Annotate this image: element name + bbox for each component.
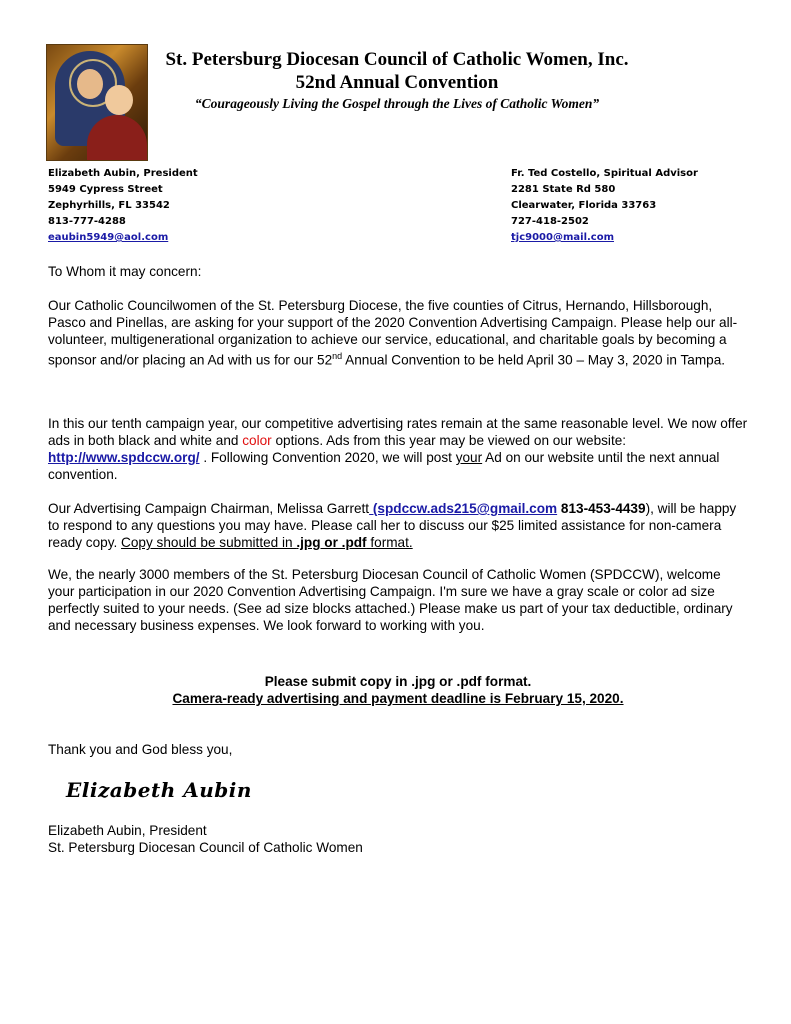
advisor-email-link[interactable]: tjc9000@mail.com <box>511 232 615 243</box>
chairman-phone: 813-453-4439 <box>557 501 646 516</box>
president-city: Zephyrhills, FL 33542 <box>48 200 170 211</box>
paragraph-4: We, the nearly 3000 members of the St. Petersburg Diocesan Council of Catholic Women (SPDCCW), welcome your participation in our 2020 Convention Advertising Campaign. I'm sure we have a gray scale or color ad size perfectly suited to your needs. (See ad size blocks attached.) Please make us part of your tax deductible, ordinary and necessary business expenses. We look forward to working with you. <box>48 567 733 633</box>
color-word: color <box>242 433 272 448</box>
submission-notice: Please submit copy in .jpg or .pdf format. <box>264 674 532 689</box>
motto: “Courageously Living the Gospel through the Lives of Catholic Women” <box>194 96 600 111</box>
paragraph-2 <box>48 415 748 483</box>
p1-sup: nd <box>332 351 343 361</box>
president-street: 5949 Cypress Street <box>48 184 163 195</box>
p3-text-a: Our Advertising Campaign Chairman, Melissa Garrett <box>48 501 370 516</box>
closing: Thank you and God bless you, <box>48 742 233 757</box>
advisor-city: Clearwater, Florida 33763 <box>511 200 657 211</box>
p3-text-b: ), will be happy to respond to any questions you may have. Please call her to discuss our $25 limited assistance for non-camera ready copy. <box>48 501 737 550</box>
p2-text-d: Ad on our website until the next annual convention. <box>48 450 720 482</box>
signer-name: Elizabeth Aubin, President <box>48 823 207 838</box>
advisor-phone: 727-418-2502 <box>511 216 589 227</box>
signer-org: St. Petersburg Diocesan Council of Catholic Women <box>48 840 363 855</box>
paragraph-3 <box>48 500 748 551</box>
president-contact <box>48 166 198 246</box>
advisor-street: 2281 State Rd 580 <box>511 184 616 195</box>
p1-text-b: Annual Convention to be held April 30 – May 3, 2020 in Tampa. <box>342 352 726 368</box>
deadline-notice: Camera-ready advertising and payment deadline is February 15, 2020. <box>172 691 624 706</box>
salutation: To Whom it may concern: <box>48 264 202 279</box>
madonna-and-child-image <box>46 44 148 161</box>
p2-text-b: options. Ads from this year may be viewed on our website: <box>271 433 627 448</box>
president-phone: 813-777-4288 <box>48 216 126 227</box>
advisor-name: Fr. Ted Costello, Spiritual Advisor <box>511 168 698 179</box>
p1-text-a: Our Catholic Councilwomen of the St. Petersburg Diocese, the five counties of Citrus, Hernando, Hillsborough, Pasco and Pinellas, are asking for your support of the 2020 Convention Advertising Campaign. Please help our all-volunteer, multigenerational organization to achieve our service, educational, and charitable goals by becoming a sponsor and/or placing an Ad with us for our 52 <box>48 298 738 368</box>
p2-text-c: . Following Convention 2020, we will post <box>199 450 456 465</box>
paragraph-1 <box>48 297 748 369</box>
convention-title: 52nd Annual Convention <box>295 72 499 93</box>
advisor-contact <box>511 166 698 246</box>
handwritten-signature: Elizabeth Aubin <box>66 778 252 802</box>
org-name: St. Petersburg Diocesan Council of Catholic Women, Inc. <box>165 49 629 70</box>
your-word: your <box>455 450 483 465</box>
website-link[interactable]: http://www.spdccw.org/ <box>48 450 200 465</box>
president-name: Elizabeth Aubin, President <box>48 168 198 179</box>
chairman-email-link[interactable]: (spdccw.ads215@gmail.com <box>369 501 558 516</box>
format-word: format. <box>366 535 413 550</box>
president-email-link[interactable]: eaubin5949@aol.com <box>48 232 169 243</box>
file-formats: .jpg or .pdf <box>296 535 367 550</box>
p2-text-a: In this our tenth campaign year, our competitive advertising rates remain at the same reasonable level. We now offer ads in both black and white and <box>48 416 748 448</box>
copy-instruction: Copy should be submitted in <box>121 535 297 550</box>
